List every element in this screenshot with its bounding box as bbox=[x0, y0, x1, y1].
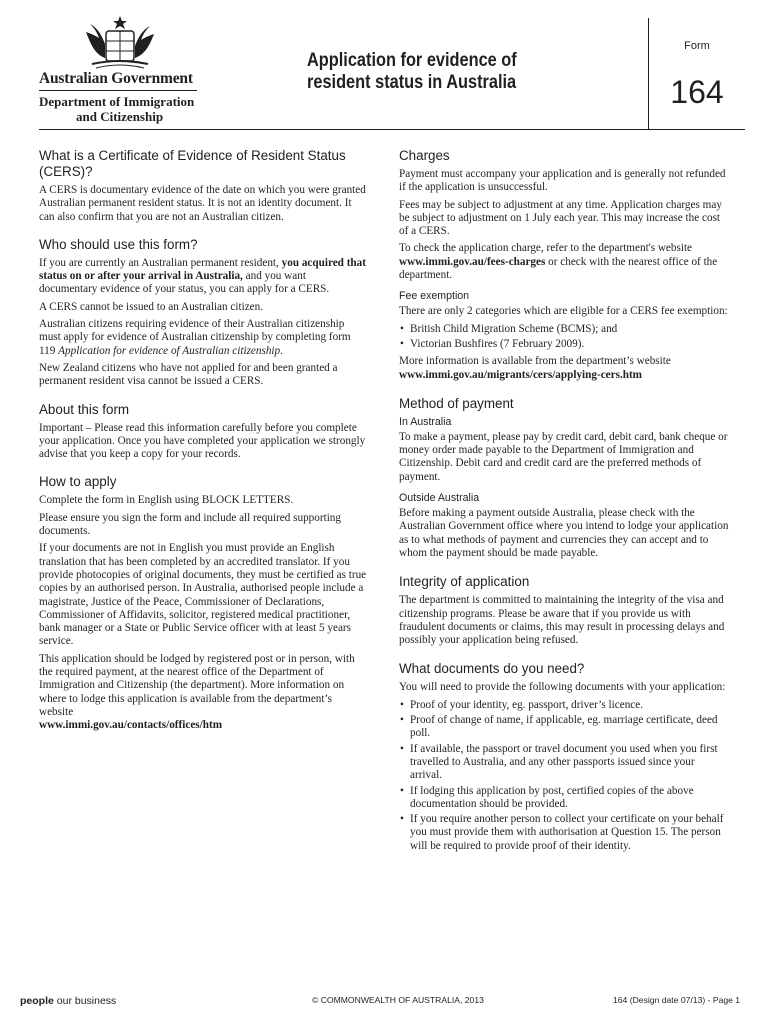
department-name-line2: and Citizenship bbox=[76, 109, 164, 124]
section-who bbox=[39, 237, 367, 389]
footer-tagline-rest: our business bbox=[53, 995, 117, 1007]
section-charges bbox=[399, 148, 729, 382]
list-item: • Proof of your identity, eg. passport, driver’s licence. bbox=[399, 699, 729, 712]
in-australia-body: To make a payment, please pay by credit card, debit card, bank cheque or money order made payable to the Department of Immigration and Citizenship. Debit card and credit card are the preferred methods of payment. bbox=[399, 430, 728, 483]
form-title-line1: Application for evidence of bbox=[307, 50, 517, 71]
fees-charges-link[interactable]: www.immi.gov.au/fees-charges bbox=[399, 255, 546, 268]
cers-body: A CERS is documentary evidence of the date on which you were granted Australian permanent resident status. It is not an identity document. It can also confirm that you are not an Australian citizen. bbox=[39, 184, 366, 223]
list-item: • Proof of change of name, if applicable, eg. marriage certificate, deed poll. bbox=[399, 714, 729, 741]
who-p3-text-b: . bbox=[280, 344, 283, 357]
how-paragraph-3: If your documents are not in English you must provide an English translation that has been completed by an accredited translator. If you provide photocopies of original documents, they must be certified as true copies by an authorised person. In Australia, authorised people include a magistrate, Justice of the Peace, Commissioner of Declarations, Commissioner of Affidavits, solicitor, registered medical practitioner, bank manager or a State or Public Service officer with at least 5 years service. bbox=[39, 542, 367, 648]
footer-page-info: 164 (Design date 07/13) - Page 1 bbox=[613, 995, 741, 1005]
documents-intro: You will need to provide the following documents with your application: bbox=[399, 681, 726, 694]
list-item: • If available, the passport or travel document you used when you first travelled to Australia, and any other passports issued since your arrival. bbox=[399, 743, 729, 783]
how-p4-text: This application should be lodged by registered post or in person, with the required payment, at the nearest office of the Department of Immigration and Citizenship (the department). More information on where to lodge this application is available from the department’s website bbox=[39, 652, 355, 718]
form-label: Form bbox=[684, 40, 710, 52]
integrity-body: The department is committed to maintaining the integrity of the visa and citizenship programs. Please be aware that if you provide us with fraudulent documents or claims, this may result in processing delays and possibly your application being refused. bbox=[399, 594, 725, 647]
coat-of-arms-icon bbox=[72, 14, 168, 70]
section-how bbox=[39, 474, 367, 732]
section-integrity bbox=[399, 574, 729, 647]
charges-p3-text-a: To check the application charge, refer to the department's website bbox=[399, 242, 693, 255]
section-documents bbox=[399, 661, 729, 853]
footer-copyright: © COMMONWEALTH OF AUSTRALIA, 2013 bbox=[312, 995, 484, 1005]
form-number-box bbox=[648, 18, 745, 130]
charges-paragraph-1: Payment must accompany your application and is generally not refunded if the application is unsuccessful. bbox=[399, 168, 726, 194]
charges-heading: Charges bbox=[399, 148, 450, 163]
how-heading: How to apply bbox=[39, 474, 117, 490]
who-p3-italic: Application for evidence of Australian citizenship bbox=[58, 344, 281, 357]
form-number: 164 bbox=[670, 74, 724, 110]
left-column bbox=[39, 148, 367, 746]
section-about bbox=[39, 402, 367, 462]
payment-heading: Method of payment bbox=[399, 395, 514, 411]
who-paragraph-1 bbox=[39, 257, 367, 297]
list-item: • Victorian Bushfires (7 February 2009). bbox=[399, 338, 729, 351]
header-divider bbox=[39, 129, 745, 130]
fee-exemption-heading: Fee exemption bbox=[399, 290, 470, 303]
government-name: Australian Government bbox=[39, 70, 193, 87]
footer-tagline bbox=[20, 995, 116, 1007]
fee-more-text: More information is available from the department’s website bbox=[399, 355, 671, 368]
who-p1-bold: you acquired that status on or after your arrival in Australia, bbox=[39, 256, 366, 283]
in-australia-heading: In Australia bbox=[399, 415, 452, 428]
about-heading: About this form bbox=[39, 401, 130, 417]
right-column bbox=[399, 148, 729, 857]
applying-cers-link[interactable]: www.immi.gov.au/migrants/cers/applying-cers.htm bbox=[399, 368, 643, 381]
how-paragraph-4 bbox=[39, 653, 367, 733]
who-p1-text-b: and you want documentary evidence of your status, you can apply for a CERS. bbox=[39, 270, 330, 296]
who-paragraph-2: A CERS cannot be issued to an Australian citizen. bbox=[39, 300, 264, 313]
who-p1-text-a: If you are currently an Australian permanent resident, bbox=[39, 256, 282, 269]
how-paragraph-1: Complete the form in English using BLOCK LETTERS. bbox=[39, 494, 294, 507]
section-cers bbox=[39, 148, 367, 224]
list-item: • If you require another person to collect your certificate on your behalf you must provide them with authorisation at Question 15. The person will be required to provide proof of their identity. bbox=[399, 813, 729, 853]
who-heading: Who should use this form? bbox=[39, 236, 198, 252]
footer-tagline-bold: people bbox=[20, 995, 54, 1007]
charges-p3-text-b: or check with the nearest office of the department. bbox=[399, 255, 718, 282]
fee-exemption-list bbox=[399, 323, 729, 352]
how-paragraph-2: Please ensure you sign the form and include all required supporting documents. bbox=[39, 511, 341, 538]
form-title bbox=[307, 50, 548, 94]
charges-paragraph-2: Fees may be subject to adjustment at any time. Application charges may be subject to adjustment on 1 July each year. This may increase the cost of a CERS. bbox=[399, 198, 722, 238]
list-item: • British Child Migration Scheme (BCMS); and bbox=[399, 323, 729, 336]
who-p3-text-a: Australian citizens requiring evidence of their Australian citizenship must apply for evidence of Australian citizenship by completing form 119 bbox=[39, 318, 351, 357]
section-payment bbox=[399, 396, 729, 560]
outside-australia-body: Before making a payment outside Australia, please check with the Australian Government office where you intend to lodge your application as to what methods of payment and currencies they can accept and to whom the payment should be made payable. bbox=[399, 507, 729, 559]
documents-list bbox=[399, 699, 729, 853]
department-name-line1: Department of Immigration bbox=[39, 94, 195, 109]
government-rule bbox=[39, 90, 197, 91]
who-paragraph-4: New Zealand citizens who have not applied for and been granted a permanent resident visa cannot be issued a CERS. bbox=[39, 361, 338, 388]
who-paragraph-3 bbox=[39, 318, 367, 358]
integrity-heading: Integrity of application bbox=[399, 574, 530, 590]
form-title-line2: resident status in Australia bbox=[307, 72, 517, 93]
list-item: • If lodging this application by post, certified copies of the above documentation should be provided. bbox=[399, 785, 729, 812]
charges-paragraph-3 bbox=[399, 242, 729, 282]
fee-exemption-intro: There are only 2 categories which are eligible for a CERS fee exemption: bbox=[399, 305, 728, 318]
outside-australia-heading: Outside Australia bbox=[399, 492, 480, 505]
documents-heading: What documents do you need? bbox=[399, 661, 585, 677]
offices-link[interactable]: www.immi.gov.au/contacts/offices/htm bbox=[39, 719, 223, 732]
cers-heading: What is a Certificate of Evidence of Resident Status (CERS)? bbox=[39, 148, 346, 179]
fee-more-info bbox=[399, 355, 729, 382]
about-body: Important – Please read this information carefully before you complete your application. Once you have completed your application we strongly advise that you keep a copy for your records. bbox=[39, 421, 366, 461]
